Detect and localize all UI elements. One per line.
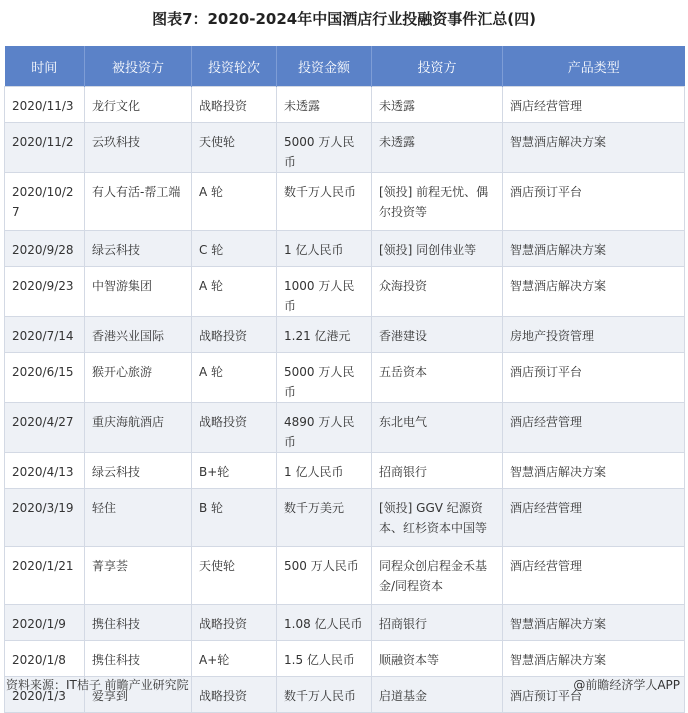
cell-product-type: 酒店经营管理 xyxy=(503,489,685,547)
source-note: 资料来源：IT桔子 前瞻产业研究院 xyxy=(6,678,189,692)
cell-round: B 轮 xyxy=(192,489,277,547)
column-header-round: 投资轮次 xyxy=(192,46,277,87)
cell-time: 2020/1/9 xyxy=(5,605,85,641)
cell-amount: 1.08 亿人民币 xyxy=(277,605,372,641)
table-row xyxy=(5,317,685,353)
table-row xyxy=(5,641,685,677)
cell-amount: 5000 万人民币 xyxy=(277,353,372,403)
cell-investee: 轻住 xyxy=(85,489,192,547)
cell-product-type: 酒店预订平台 xyxy=(503,353,685,403)
cell-round: 战略投资 xyxy=(192,403,277,453)
cell-time: 2020/4/13 xyxy=(5,453,85,489)
cell-time: 2020/7/14 xyxy=(5,317,85,353)
cell-investee: 中智游集团 xyxy=(85,267,192,317)
cell-time: 2020/11/2 xyxy=(5,123,85,173)
cell-time: 2020/9/28 xyxy=(5,231,85,267)
column-header-time: 时间 xyxy=(5,46,85,87)
table-row xyxy=(5,453,685,489)
cell-round: 战略投资 xyxy=(192,605,277,641)
cell-time: 2020/4/27 xyxy=(5,403,85,453)
cell-investor: 招商银行 xyxy=(372,453,503,489)
cell-investee: 有人有活-帮工端 xyxy=(85,173,192,231)
cell-amount: 1000 万人民币 xyxy=(277,267,372,317)
table-row xyxy=(5,547,685,605)
cell-investee: 重庆海航酒店 xyxy=(85,403,192,453)
column-header-amount: 投资金额 xyxy=(277,46,372,87)
cell-investor: 未透露 xyxy=(372,123,503,173)
cell-investor: [领投] 同创伟业等 xyxy=(372,231,503,267)
cell-product-type: 酒店经营管理 xyxy=(503,403,685,453)
cell-investee: 携住科技 xyxy=(85,605,192,641)
cell-round: A 轮 xyxy=(192,173,277,231)
cell-round: A 轮 xyxy=(192,267,277,317)
cell-amount: 未透露 xyxy=(277,87,372,123)
table-row xyxy=(5,403,685,453)
cell-investee: 菁享荟 xyxy=(85,547,192,605)
cell-product-type: 酒店经营管理 xyxy=(503,87,685,123)
cell-investee: 猴开心旅游 xyxy=(85,353,192,403)
cell-round: 战略投资 xyxy=(192,677,277,713)
cell-time: 2020/1/21 xyxy=(5,547,85,605)
cell-amount: 数千万美元 xyxy=(277,489,372,547)
cell-round: 战略投资 xyxy=(192,317,277,353)
cell-product-type: 智慧酒店解决方案 xyxy=(503,123,685,173)
cell-product-type: 酒店经营管理 xyxy=(503,547,685,605)
table-row xyxy=(5,231,685,267)
cell-amount: 数千万人民币 xyxy=(277,173,372,231)
cell-investor: 五岳资本 xyxy=(372,353,503,403)
table-header-row xyxy=(5,46,685,87)
cell-investor: [领投] GGV 纪源资本、红杉资本中国等 xyxy=(372,489,503,547)
cell-investee: 携住科技 xyxy=(85,641,192,677)
cell-round: B+轮 xyxy=(192,453,277,489)
cell-investor: 招商银行 xyxy=(372,605,503,641)
cell-amount: 1 亿人民币 xyxy=(277,453,372,489)
column-header-investor: 投资方 xyxy=(372,46,503,87)
chart-title: 图表7：2020-2024年中国酒店行业投融资事件汇总(四) xyxy=(152,10,536,28)
cell-time: 2020/1/3 xyxy=(5,677,85,713)
table-row xyxy=(5,267,685,317)
cell-product-type: 智慧酒店解决方案 xyxy=(503,267,685,317)
cell-time: 2020/11/3 xyxy=(5,87,85,123)
cell-amount: 5000 万人民币 xyxy=(277,123,372,173)
cell-product-type: 酒店预订平台 xyxy=(503,173,685,231)
cell-investor: 未透露 xyxy=(372,87,503,123)
cell-product-type: 房地产投资管理 xyxy=(503,317,685,353)
cell-investee: 爱享到 xyxy=(85,677,192,713)
cell-investor: 同程众创启程金禾基金/同程资本 xyxy=(372,547,503,605)
cell-round: 天使轮 xyxy=(192,123,277,173)
cell-time: 2020/1/8 xyxy=(5,641,85,677)
cell-amount: 4890 万人民币 xyxy=(277,403,372,453)
cell-investee: 绿云科技 xyxy=(85,453,192,489)
cell-time: 2020/9/23 xyxy=(5,267,85,317)
table-row xyxy=(5,173,685,231)
cell-investee: 云玖科技 xyxy=(85,123,192,173)
table-row xyxy=(5,87,685,123)
cell-product-type: 酒店预订平台 xyxy=(503,677,685,713)
cell-investor: 顺融资本等 xyxy=(372,641,503,677)
cell-round: 战略投资 xyxy=(192,87,277,123)
brand-credit: @前瞻经济学人APP xyxy=(573,678,680,692)
cell-investor: 众海投资 xyxy=(372,267,503,317)
cell-amount: 1 亿人民币 xyxy=(277,231,372,267)
cell-round: 天使轮 xyxy=(192,547,277,605)
cell-investee: 龙行文化 xyxy=(85,87,192,123)
investment-table xyxy=(4,46,685,713)
cell-product-type: 智慧酒店解决方案 xyxy=(503,231,685,267)
table-row xyxy=(5,123,685,173)
table-row xyxy=(5,605,685,641)
cell-amount: 1.21 亿港元 xyxy=(277,317,372,353)
cell-round: C 轮 xyxy=(192,231,277,267)
cell-round: A 轮 xyxy=(192,353,277,403)
table-row xyxy=(5,489,685,547)
cell-amount: 1.5 亿人民币 xyxy=(277,641,372,677)
cell-time: 2020/3/19 xyxy=(5,489,85,547)
cell-time: 2020/10/27 xyxy=(5,173,85,231)
column-header-investee: 被投资方 xyxy=(85,46,192,87)
cell-investee: 香港兴业国际 xyxy=(85,317,192,353)
cell-amount: 数千万人民币 xyxy=(277,677,372,713)
cell-investor: 东北电气 xyxy=(372,403,503,453)
cell-product-type: 智慧酒店解决方案 xyxy=(503,453,685,489)
cell-investor: 启道基金 xyxy=(372,677,503,713)
table-row xyxy=(5,353,685,403)
cell-time: 2020/6/15 xyxy=(5,353,85,403)
cell-product-type: 智慧酒店解决方案 xyxy=(503,605,685,641)
cell-amount: 500 万人民币 xyxy=(277,547,372,605)
cell-product-type: 智慧酒店解决方案 xyxy=(503,641,685,677)
cell-investor: [领投] 前程无忧、偶尔投资等 xyxy=(372,173,503,231)
column-header-product-type: 产品类型 xyxy=(503,46,685,87)
cell-round: A+轮 xyxy=(192,641,277,677)
cell-investor: 香港建设 xyxy=(372,317,503,353)
cell-investee: 绿云科技 xyxy=(85,231,192,267)
